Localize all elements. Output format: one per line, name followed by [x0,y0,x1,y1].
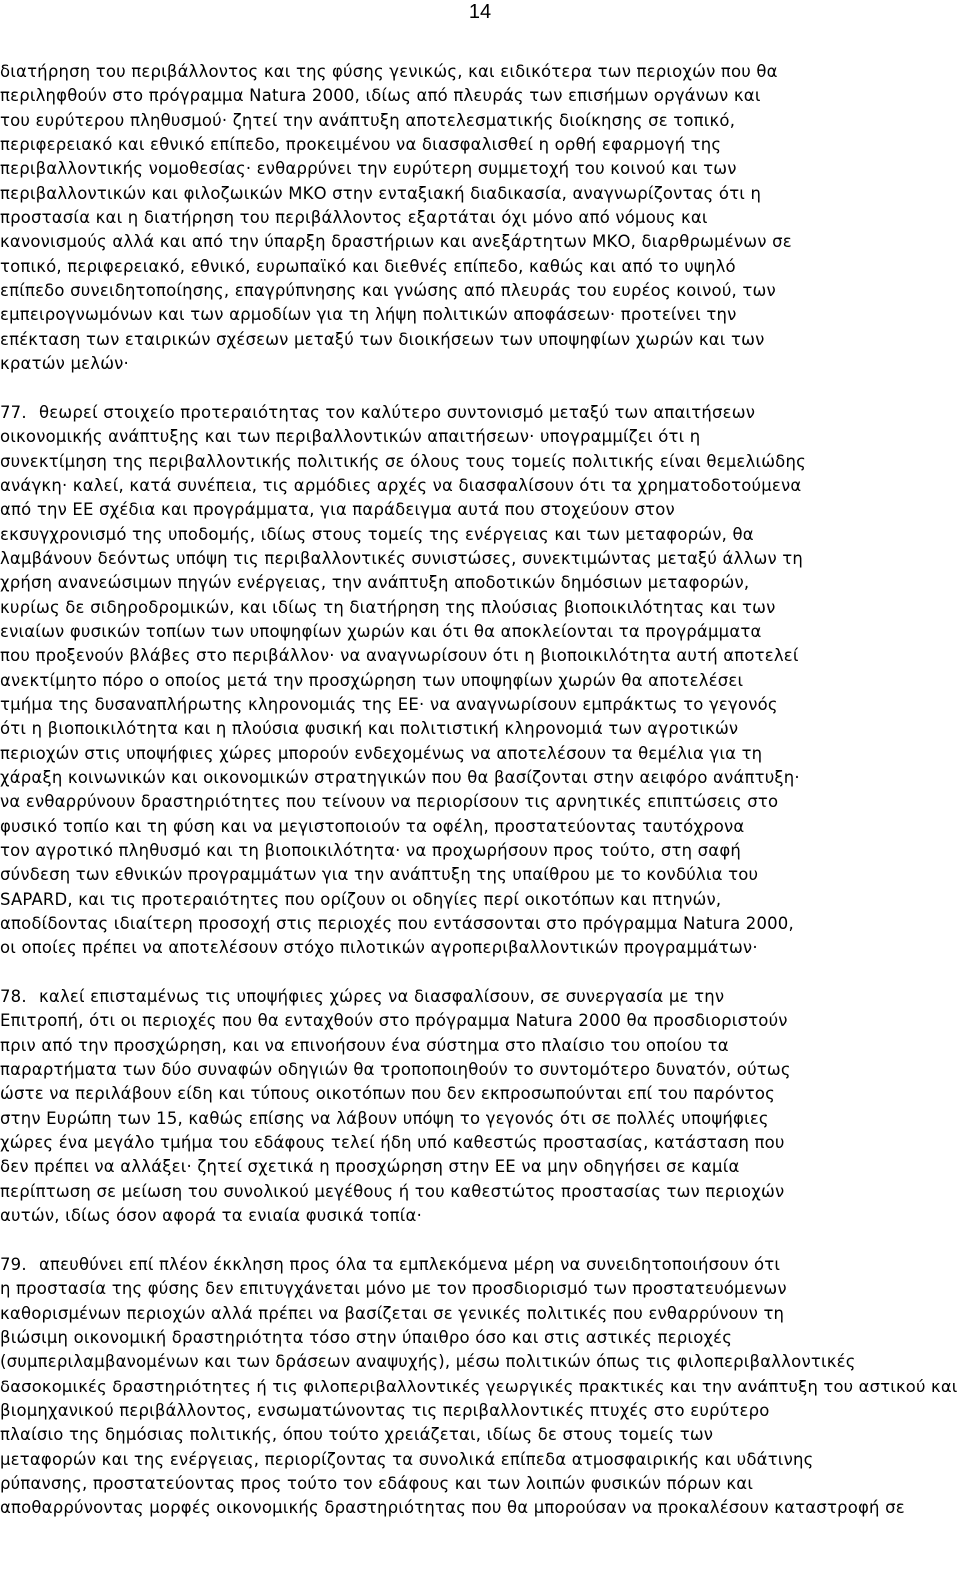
paragraph-77 [0,401,960,961]
text-line: φυσικό τοπίο και τη φύση και να μεγιστοποιούν τα οφέλη, προστατεύοντας ταυτόχρονα [0,816,745,836]
text-line: αποδίδοντας ιδιαίτερη προσοχή στις περιοχές που εντάσσονται στο πρόγραμμα Natura 2000, [0,914,794,934]
text-line-content: καλεί επισταμένως τις υποψήφιες χώρες να διασφαλίσουν, σε συνεργασία με την [39,987,725,1007]
text-line: η προστασία της φύσης δεν επιτυγχάνεται μόνο με τον προσδιορισμό των προστατευόμενων [0,1279,787,1299]
text-line: λαμβάνουν δεόντως υπόψη τις περιβαλλοντικές συνιστώσες, συνεκτιμώντας μεταξύ άλλων τη [0,548,803,568]
text-line: πριν από την προσχώρηση, και να επινοήσουν ένα σύστημα στο πλαίσιο του οποίου τα [0,1035,729,1055]
document-body [0,60,960,1521]
paragraph-intro [0,60,960,376]
text-line [0,985,960,1009]
text-line: Επιτροπή, ότι οι περιοχές που θα ενταχθούν στο πρόγραμμα Natura 2000 θα προσδιοριστούν [0,1011,788,1031]
text-line: επέκταση των εταιρικών σχέσεων μεταξύ των διοικήσεων των υποψηφίων χωρών και των [0,329,765,349]
text-line: οι οποίες πρέπει να αποτελέσουν στόχο πιλοτικών αγροπεριβαλλοντικών προγραμμάτων· [0,938,758,958]
paragraph-spacer [0,1229,960,1253]
text-line: παραρτήματα των δύο συναφών οδηγιών θα τροποποιηθούν το συντομότερο δυνατόν, ούτως [0,1060,791,1080]
text-line: πλαίσιο της δημόσιας πολιτικής, όπου τούτο χρειάζεται, ιδίως δε στους τομείς των [0,1425,714,1445]
text-line: στην Ευρώπη των 15, καθώς επίσης να λάβουν υπόψη το γεγονός ότι σε πολλές υποψήφιες [0,1108,769,1128]
text-line: ανάγκη· καλεί, κατά συνέπεια, τις αρμόδιες αρχές να διασφαλίσουν ότι τα χρηματοδοτούμενα [0,475,802,495]
text-line: επίπεδο συνειδητοποίησης, επαγρύπνησης και γνώσης από πλευράς του ευρέος κοινού, των [0,281,776,301]
text-line: του ευρύτερου πληθυσμού· ζητεί την ανάπτυξη αποτελεσματικής διοίκησης σε τοπικό, [0,110,736,130]
paragraph-number: 78. [0,987,27,1007]
page-number: 14 [468,1,492,23]
text-line: περιληφθούν στο πρόγραμμα Natura 2000, ιδίως από πλευράς των επισήμων οργάνων και [0,86,761,106]
text-line: σύνδεση των εθνικών προγραμμάτων για την ανάπτυξη της υπαίθρου με το κονδύλια του [0,865,759,885]
text-line: κρατών μελών· [0,354,129,374]
text-line: περιβαλλοντικών και φιλοζωικών ΜΚΟ στην ενταξιακή διαδικασία, αναγνωρίζοντας ότι η [0,183,762,203]
text-line: αυτών, ιδίως όσον αφορά τα ενιαία φυσικά τοπία· [0,1206,423,1226]
text-line: δεν πρέπει να αλλάξει· ζητεί σχετικά η προσχώρηση στην ΕΕ να μην οδηγήσει σε καμία [0,1157,740,1177]
text-line: περιοχών στις υποψήφιες χώρες μπορούν ενδεχομένως να αποτελέσουν τα θεμέλια για τη [0,743,763,763]
text-line: καθορισμένων περιοχών αλλά πρέπει να βασίζεται σε γενικές πολιτικές που ενθαρρύνουν τη [0,1303,785,1323]
text-line: ώστε να περιλάβουν είδη και τύπους οικοτόπων που δεν εκπροσωπούνται επί του παρόντος [0,1084,775,1104]
text-line: εκσυγχρονισμό της υποδομής, ιδίως στους τομείς της ενέργειας και των μεταφορών, θα [0,524,754,544]
paragraph-79 [0,1253,960,1521]
paragraph-spacer [0,376,960,400]
text-line: μεταφορών και της ενέργειας, περιορίζοντας τα συνολικά επίπεδα ατμοσφαιρικής και υδάτινης [0,1449,814,1469]
text-line: αποθαρρύνοντας μορφές οικονομικής δραστηριότητας που θα μπορούσαν να προκαλέσουν καταστροφή σε [0,1498,905,1518]
text-line: ενιαίων φυσικών τοπίων των υποψηφίων χωρών και ότι θα αποκλείονται τα προγράμματα [0,621,762,641]
text-line-content: απευθύνει επί πλέον έκκληση προς όλα τα εμπλεκόμενα μέρη να συνειδητοποιήσουν ότι [39,1254,781,1274]
text-line: περίπτωση σε μείωση του συνολικού μεγέθους ή του καθεστώτος προστασίας των περιοχών [0,1181,785,1201]
text-line [0,1253,960,1277]
text-line: βιομηχανικού περιβάλλοντος, ενσωματώνοντας τις περιβαλλοντικές πτυχές στο ευρύτερο [0,1400,770,1420]
text-line [0,401,960,425]
text-line: που προξενούν βλάβες στο περιβάλλον· να αναγνωρίσουν ότι η βιοποικιλότητα αυτή αποτελεί [0,646,799,666]
text-line: διατήρηση του περιβάλλοντος και της φύσης γενικώς, και ειδικότερα των περιοχών που θα [0,62,778,81]
text-line: τμήμα της δυσαναπλήρωτης κληρονομιάς της ΕΕ· να αναγνωρίσουν εμπράκτως το γεγονός [0,694,778,714]
text-line: βιώσιμη οικονομική δραστηριότητα τόσο στην ύπαιθρο όσο και στις αστικές περιοχές [0,1327,733,1347]
paragraph-spacer [0,961,960,985]
text-line: τοπικό, περιφερειακό, εθνικό, ευρωπαϊκό και διεθνές επίπεδο, καθώς και από το υψηλό [0,256,736,276]
text-line: χρήση ανανεώσιμων πηγών ενέργειας, την ανάπτυξη αποδοτικών δημόσιων μεταφορών, [0,573,750,593]
text-line: τον αγροτικό πληθυσμό και τη βιοποικιλότητα· να προχωρήσουν προς τούτο, στη σαφή [0,841,742,860]
text-line: εμπειρογνωμόνων και των αρμοδίων για τη λήψη πολιτικών αποφάσεων· προτείνει την [0,305,737,325]
text-line: από την ΕΕ σχέδια και προγράμματα, για παράδειγμα αυτά που στοχεύουν στον [0,500,675,520]
text-line: ανεκτίμητο πόρο ο οποίος μετά την προσχώρηση των υποψηφίων χωρών θα αποτελέσει [0,670,744,690]
text-line: οικονομικής ανάπτυξης και των περιβαλλοντικών απαιτήσεων· υπογραμμίζει ότι η [0,427,701,447]
text-line: δασοκομικές δραστηριότητες ή τις φιλοπεριβαλλοντικές γεωργικές πρακτικές και την ανάπτυξη του αστικού και [0,1376,958,1396]
text-line: χάραξη κοινωνικών και οικονομικών στρατηγικών που θα βασίζονται στην αειφόρο ανάπτυξη· [0,767,800,787]
text-line: να ενθαρρύνουν δραστηριότητες που τείνουν να περιορίσουν τις αρνητικές επιπτώσεις στο [0,792,779,812]
text-line: περιβαλλοντικής νομοθεσίας· ενθαρρύνει την ευρύτερη συμμετοχή του κοινού και των [0,159,737,179]
text-line: περιφερειακό και εθνικό επίπεδο, προκειμένου να διασφαλισθεί η ορθή εφαρμογή της [0,135,722,155]
text-line: SAPARD, και τις προτεραιότητες που ορίζουν οι οδηγίες περί οικοτόπων και πτηνών, [0,889,722,909]
text-line: ότι η βιοποικιλότητα και η πλούσια φυσική και πολιτιστική κληρονομιά των αγροτικών [0,719,739,739]
text-line: χώρες ένα μεγάλο τμήμα του εδάφους τελεί ήδη υπό καθεστώς προστασίας, κατάσταση που [0,1133,785,1153]
text-line-content: θεωρεί στοιχείο προτεραιότητας τον καλύτερο συντονισμό μεταξύ των απαιτήσεων [39,402,756,422]
text-line: κυρίως δε σιδηροδρομικών, και ιδίως τη διατήρηση της πλούσιας βιοποικιλότητας και των [0,597,776,617]
text-line: κανονισμούς αλλά και από την ύπαρξη δραστήριων και ανεξάρτητων ΜΚΟ, διαρθρωμένων σε [0,232,792,252]
text-line: προστασία και η διατήρηση του περιβάλλοντος εξαρτάται όχι μόνο από νόμους και [0,208,708,228]
text-line: συνεκτίμηση της περιβαλλοντικής πολιτικής σε όλους τους τομείς πολιτικής είναι θεμελιώδης [0,451,806,471]
paragraph-number: 79. [0,1254,27,1274]
paragraph-78 [0,985,960,1228]
text-line: ρύπανσης, προστατεύοντας προς τούτο τον εδάφους και των λοιπών φυσικών πόρων και [0,1473,754,1493]
paragraph-number: 77. [0,402,27,422]
text-line: (συμπεριλαμβανομένων και των δράσεων αναψυχής), μέσω πολιτικών όπως τις φιλοπεριβαλλοντικές [0,1352,856,1372]
